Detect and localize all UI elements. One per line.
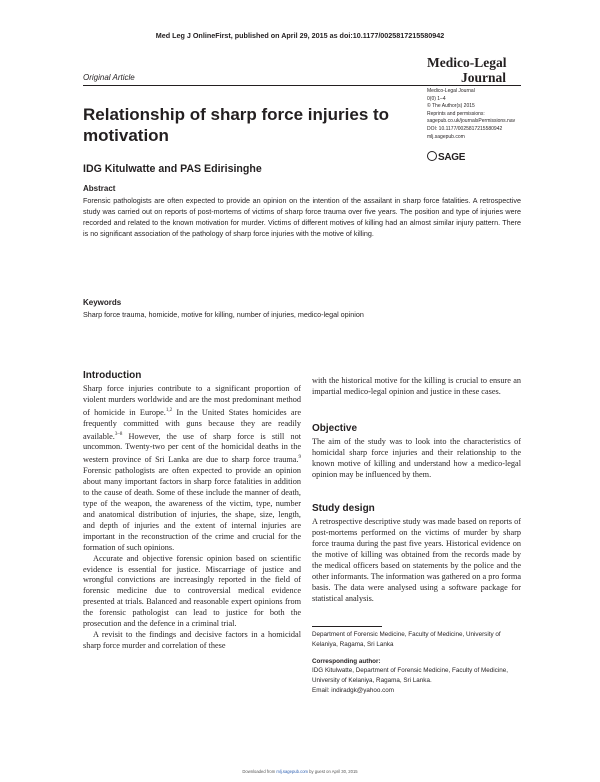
journal-meta	[427, 88, 527, 141]
objective-text: The aim of the study was to look into the characteristics of homicidal sharp force injuries and their relationship to the known motive of killing and understand how a medico-legal opinion may be influenced by them.	[312, 437, 521, 479]
meta-reprints: Reprints and permissions:	[427, 110, 485, 117]
introduction-heading: Introduction	[83, 370, 142, 381]
article-type: Original Article	[83, 73, 135, 82]
intro-paragraph-3: A revisit to the findings and decisive factors in a homicidal sharp force murder and correlation of these	[83, 630, 301, 651]
abstract-text: Forensic pathologists are often expected to provide an opinion on the intention of the assailant in sharp force fatalities. A retrospective study was carried out on reports of post-mortems of victims of sharp force trauma over five years. The position and type of injuries were recorded and related to the known motivation for murder. Victims of different motives of killing had an almost similar injury pattern. There is no significant association of the pathology of sharp force injuries with the motive of killing.	[83, 196, 521, 239]
corresponding-author-heading: Corresponding author:	[312, 658, 381, 665]
keywords-heading: Keywords	[83, 298, 122, 307]
header-rule	[83, 85, 521, 86]
citation-9[interactable]: 9	[298, 455, 301, 461]
footer-prefix: Downloaded from	[242, 769, 277, 774]
sage-logo-icon	[427, 151, 437, 161]
objective-heading: Objective	[312, 423, 358, 434]
journal-name-line2: Journal	[461, 69, 507, 85]
citation-3-8[interactable]: 3–8	[114, 431, 123, 437]
keywords-text: Sharp force trauma, homicide, motive for killing, number of injuries, medico-legal opinion	[83, 310, 364, 319]
intro-p1-text-c: However, the use of sharp force is still not uncommon. Twenty-two per cent of the homicidal deaths in the western province of Sri Lanka are due to sharp force trauma.	[83, 431, 301, 464]
sage-logo-text: SAGE	[438, 152, 466, 163]
intro-paragraph-2: Accurate and objective forensic opinion based on scientific evidence is essential for justice. Miscarriage of justice and wrongful convictions are increasingly reported in the field of forensic medicine due to controversial medical evidence presented at trials. Balanced and reasonable expert opinions from the forensic pathologist can lead to justice for both the prosecution and the defence in a criminal trial.	[83, 553, 301, 629]
journal-name	[427, 56, 521, 85]
download-footer	[0, 769, 600, 774]
article-authors: IDG Kitulwatte and PAS Edirisinghe	[83, 163, 262, 175]
meta-permissions-link[interactable]: sagepub.co.uk/journalsPermissions.nav	[427, 118, 516, 125]
affiliation-rule	[312, 626, 382, 627]
footer-suffix: by guest on April 30, 2015	[308, 769, 358, 774]
doi-header-line: Med Leg J OnlineFirst, published on April 29, 2015 as doi:10.1177/0025817215580942	[155, 31, 445, 40]
meta-site-link[interactable]: mlj.sagepub.com	[427, 133, 465, 140]
intro-paragraph-1	[83, 384, 301, 554]
intro-p1-text-b: In the United States homicides are frequently committed with guns because they are readily available.	[83, 407, 301, 441]
affiliation-department: Department of Forensic Medicine, Faculty of Medicine, University of Kelaniya, Ragama, Sri Lanka	[312, 631, 501, 648]
article-title: Relationship of sharp force injuries to motivation	[83, 105, 390, 145]
corresponding-author-email[interactable]: Email: indiradgk@yahoo.com	[312, 687, 394, 694]
meta-doi[interactable]: DOI: 10.1177/0025817215580942	[427, 125, 503, 132]
sage-logo	[427, 151, 465, 163]
abstract-heading: Abstract	[83, 184, 116, 193]
study-design-heading: Study design	[312, 503, 375, 514]
study-design-text: A retrospective descriptive study was made based on reports of post-mortems performed on the victims of murder by sharp force trauma during the past five years. Historical evidence on the motive of killing was obtained from the records made by the medical officers based on statements by the police and the other informants. The information was gathered on a pro forma basis. The data were analysed using a software package for statistical analysis.	[312, 517, 521, 603]
introduction-body	[83, 384, 301, 652]
footer-site-link[interactable]: mlj.sagepub.com	[276, 769, 309, 774]
meta-volume: 0(0) 1–4	[427, 95, 446, 102]
citation-1-2[interactable]: 1,2	[165, 407, 173, 413]
journal-name-line1: Medico-Legal	[427, 55, 507, 70]
corresponding-author-text: IDG Kitulwatte, Department of Forensic Medicine, Faculty of Medicine, University of Kelaniya, Ragama, Sri Lanka.	[312, 667, 508, 684]
meta-journal: Medico-Legal Journal	[427, 88, 475, 94]
meta-copyright: © The Author(s) 2015	[427, 103, 475, 110]
introduction-continued: with the historical motive for the killing is crucial to ensure an impartial medico-legal opinion and justice in these cases.	[312, 376, 521, 396]
intro-p1-text-a: Sharp force injuries contribute to a significant proportion of violent murders worldwide and are the most predominant method of homicide in Europe.	[83, 384, 301, 417]
intro-p1-text-d: Forensic pathologists are often expected to provide an opinion about many important factors in sharp force fatalities in addition to the cause of death. Some of these include the manner of death, type of the weapon, the awareness of the victim, type, number and anatomical distribution of injuries, the shape, size, length, and depth of injuries and the extent of internal injuries are important in the reconstruction of the crime and crucial for the formation of such opinions.	[83, 465, 301, 552]
